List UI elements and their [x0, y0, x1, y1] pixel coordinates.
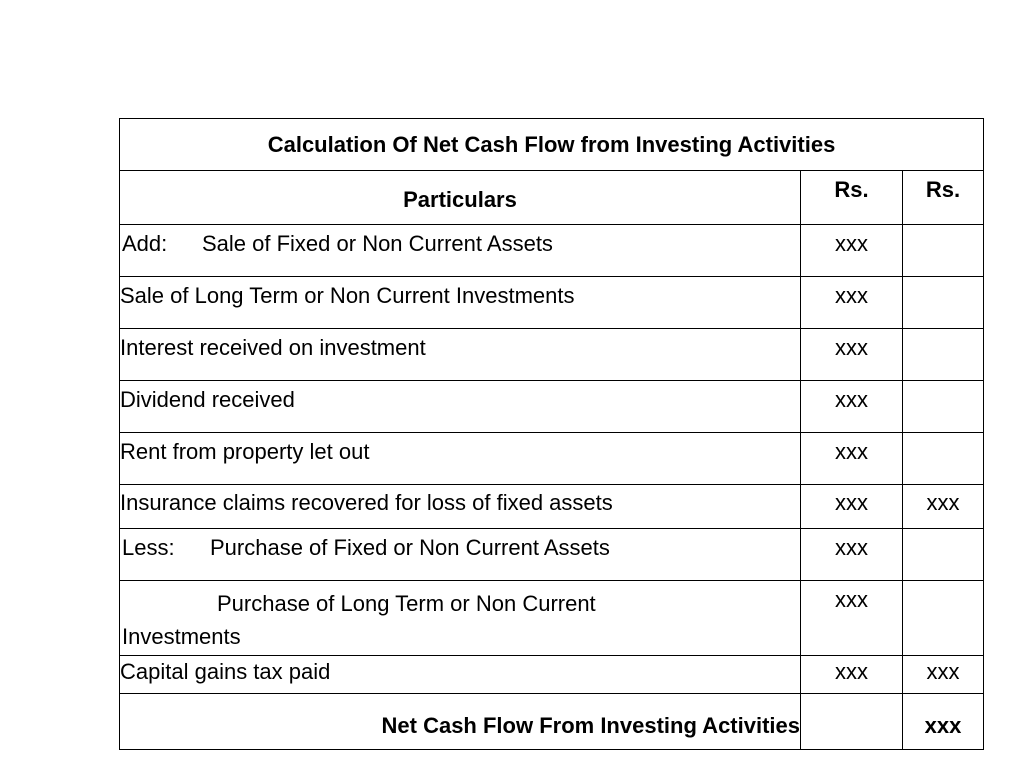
row-rs-1: xxx — [801, 656, 903, 694]
row-rs-2 — [903, 433, 984, 485]
net-total-row — [120, 694, 984, 750]
row-rs-1: xxx — [801, 277, 903, 329]
row-rs-1: xxx — [801, 329, 903, 381]
table-row — [120, 277, 984, 329]
row-label: Rent from property let out — [120, 433, 801, 485]
header-rs-2: Rs. — [903, 171, 984, 225]
row-rs-2 — [903, 581, 984, 656]
row-particulars — [120, 529, 801, 581]
table-row — [120, 329, 984, 381]
header-rs-1: Rs. — [801, 171, 903, 225]
row-particulars — [120, 581, 801, 656]
row-rs-2 — [903, 529, 984, 581]
table-row — [120, 656, 984, 694]
row-rs-1: xxx — [801, 529, 903, 581]
table-row — [120, 485, 984, 529]
investing-cash-flow-table — [119, 118, 984, 750]
net-total-rs-2: xxx — [903, 694, 984, 750]
table-title: Calculation Of Net Cash Flow from Investing Activities — [120, 119, 984, 171]
row-label: Capital gains tax paid — [120, 656, 801, 694]
row-rs-2: xxx — [903, 485, 984, 529]
row-rs-1: xxx — [801, 225, 903, 277]
row-label: Purchase of Fixed or Non Current Assets — [210, 535, 610, 560]
row-rs-2 — [903, 381, 984, 433]
row-label: Dividend received — [120, 381, 801, 433]
row-label: Insurance claims recovered for loss of fixed assets — [120, 485, 801, 529]
row-rs-1: xxx — [801, 485, 903, 529]
row-rs-1: xxx — [801, 581, 903, 656]
table-row — [120, 433, 984, 485]
table-row — [120, 225, 984, 277]
row-label: Interest received on investment — [120, 329, 801, 381]
table-row — [120, 529, 984, 581]
title-row — [120, 119, 984, 171]
add-prefix: Add: — [122, 231, 168, 256]
net-total-label: Net Cash Flow From Investing Activities — [120, 694, 801, 750]
header-row — [120, 171, 984, 225]
row-label: Sale of Long Term or Non Current Investments — [120, 277, 801, 329]
row-rs-1: xxx — [801, 433, 903, 485]
row-rs-2 — [903, 277, 984, 329]
less-prefix: Less: — [122, 535, 175, 560]
row-rs-1: xxx — [801, 381, 903, 433]
row-rs-2 — [903, 329, 984, 381]
row-rs-2 — [903, 225, 984, 277]
table-row — [120, 581, 984, 656]
header-particulars: Particulars — [120, 171, 801, 225]
row-particulars — [120, 225, 801, 277]
table-row — [120, 381, 984, 433]
row-label: Purchase of Long Term or Non Current — [217, 591, 596, 616]
row-label: Sale of Fixed or Non Current Assets — [202, 231, 553, 256]
row-label-continued: Investments — [122, 624, 241, 649]
row-rs-2: xxx — [903, 656, 984, 694]
net-total-rs-1 — [801, 694, 903, 750]
